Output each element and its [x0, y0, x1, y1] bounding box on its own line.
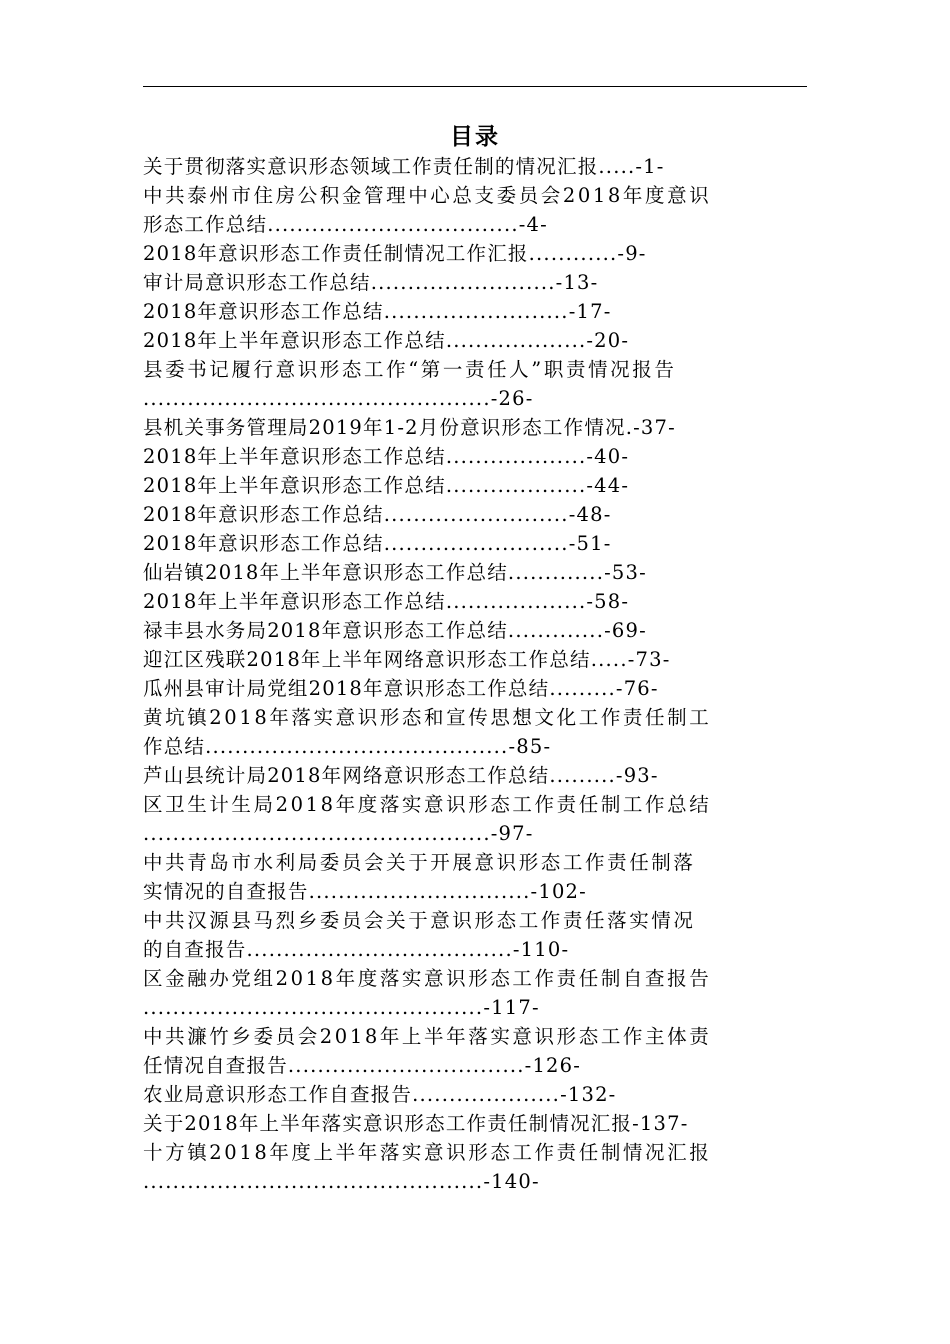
- toc-line: 2018年意识形态工作总结.........................-51-: [143, 532, 612, 555]
- toc-line: 瓜州县审计局党组2018年意识形态工作总结.........-76-: [143, 677, 659, 700]
- toc-line: 2018年上半年意识形态工作总结...................-20-: [143, 329, 630, 352]
- toc-line: 2018年意识形态工作总结.........................-48-: [143, 503, 612, 526]
- toc-line: 关于贯彻落实意识形态领域工作责任制的情况汇报.....-1-: [143, 155, 665, 178]
- toc-line: 2018年意识形态工作责任制情况工作汇报............-9-: [143, 242, 647, 265]
- toc-line: 中共泰州市住房公积金管理中心总支委员会2018年度意识: [143, 184, 712, 207]
- toc-line: 中共濂竹乡委员会2018年上半年落实意识形态工作主体责: [143, 1025, 712, 1048]
- toc-line: 黄坑镇2018年落实意识形态和宣传思想文化工作责任制工: [143, 706, 712, 729]
- toc-line: 2018年上半年意识形态工作总结...................-44-: [143, 474, 630, 497]
- toc-line: 迎江区残联2018年上半年网络意识形态工作总结.....-73-: [143, 648, 671, 671]
- header-rule: [143, 86, 807, 87]
- toc-line: ...............................................-26-: [143, 387, 534, 410]
- toc-line: 县委书记履行意识形态工作“第一责任人”职责情况报告: [143, 358, 677, 381]
- toc-line: 形态工作总结..................................-4-: [143, 213, 548, 236]
- toc-line: ..............................................-117-: [143, 996, 540, 1019]
- toc-title: 目录: [450, 123, 500, 150]
- toc-line: 实情况的自查报告..............................-102-: [143, 880, 587, 903]
- toc-line: 区卫生计生局2018年度落实意识形态工作责任制工作总结: [143, 793, 712, 816]
- toc-line: 2018年意识形态工作总结.........................-17-: [143, 300, 612, 323]
- toc-line: 作总结.........................................-85-: [143, 735, 552, 758]
- toc-line: 的自查报告....................................-110-: [143, 938, 570, 961]
- toc-line: ..............................................-140-: [143, 1170, 540, 1193]
- toc-line: 县机关事务管理局2019年1-2月份意识形态工作情况.-37-: [143, 416, 676, 439]
- toc-line: 仙岩镇2018年上半年意识形态工作总结.............-53-: [143, 561, 647, 584]
- toc-line: ...............................................-97-: [143, 822, 534, 845]
- toc-line: 十方镇2018年度上半年落实意识形态工作责任制情况汇报: [143, 1141, 712, 1164]
- toc-line: 关于2018年上半年落实意识形态工作责任制情况汇报-137-: [143, 1112, 689, 1135]
- toc-line: 区金融办党组2018年度落实意识形态工作责任制自查报告: [143, 967, 712, 990]
- toc-line: 芦山县统计局2018年网络意识形态工作总结.........-93-: [143, 764, 659, 787]
- toc-line: 审计局意识形态工作总结.........................-13-: [143, 271, 599, 294]
- toc-line: 任情况自查报告................................-126-: [143, 1054, 582, 1077]
- toc-line: 中共汉源县马烈乡委员会关于意识形态工作责任落实情况: [143, 909, 696, 932]
- toc-line: 2018年上半年意识形态工作总结...................-40-: [143, 445, 630, 468]
- toc-line: 农业局意识形态工作自查报告....................-132-: [143, 1083, 617, 1106]
- table-of-contents: [143, 152, 813, 1196]
- toc-line: 2018年上半年意识形态工作总结...................-58-: [143, 590, 630, 613]
- toc-line: 中共青岛市水利局委员会关于开展意识形态工作责任制落: [143, 851, 696, 874]
- toc-line: 禄丰县水务局2018年意识形态工作总结.............-69-: [143, 619, 647, 642]
